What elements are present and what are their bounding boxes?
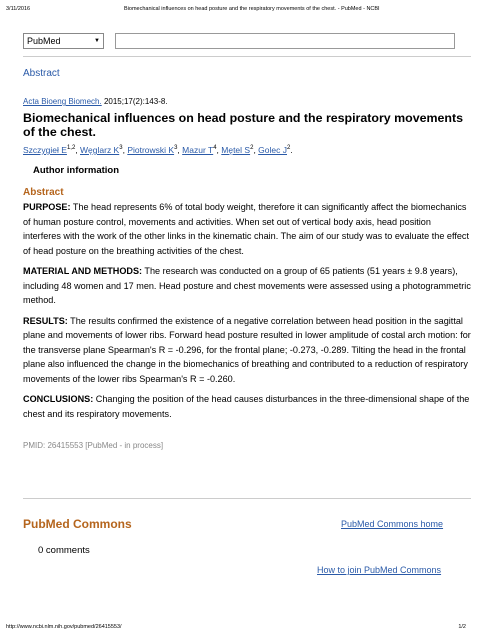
database-select-value: PubMed [27,36,61,46]
abstract-section [23,200,471,258]
abstract-section [23,314,471,387]
author-link[interactable]: Szczygieł E [23,145,67,155]
author-affiliation: 3 [119,145,123,152]
divider [23,56,471,57]
author-affiliation: 4 [213,145,217,152]
print-footer [6,624,488,634]
author-affiliation: 1,2 [66,145,76,152]
journal-link[interactable]: Acta Bioeng Biomech. [23,97,102,106]
abstract-section [23,392,471,421]
author-link[interactable]: Golec J [258,145,287,155]
author-affiliation: 3 [174,145,178,152]
author-information-label: Author information [33,165,120,176]
author-link[interactable]: Mętel S [221,145,251,155]
abstract-text [23,200,471,427]
database-select[interactable] [23,33,104,49]
citation-details: 2015;17(2):143-8. [101,97,168,106]
article-title: Biomechanical influences on head posture and the respiratory movements of the chest. [23,111,463,139]
pmid-line: PMID: 26415553 [PubMed - in process] [23,441,164,450]
abstract-section-text: Changing the position of the head causes disturbances in the three-dimensional shape of the chest and its respiratory movements. [23,394,470,419]
abstract-section-text: The results confirmed the existence of a negative correlation between head position in the sagittal plane and movements of lower ribs. Forward head posture resulted in lower amplitude of costal arch motion: for the transverse plane Spearman's R = -0.296, for the frontal plane; -0.273, -0.289. Tilting the head in the frontal plane also influenced the change in the biomechanics of breathing and contributed to a reduction of respiratory movements of the lower ribs Spearman's R = -0.260. [23,315,471,384]
abstract-section-label: PURPOSE: [23,202,71,212]
search-input[interactable] [115,33,455,49]
commons-title: PubMed Commons [23,517,132,531]
abstract-heading: Abstract [23,187,64,198]
abstract-section [23,264,471,308]
search-bar [23,33,463,51]
commons-home-link[interactable]: PubMed Commons home [341,519,444,529]
abstract-section-label: RESULTS: [23,315,68,326]
print-url: http://www.ncbi.nlm.nih.gov/pubmed/26415553/ [6,624,122,630]
divider [23,498,471,499]
citation [23,97,168,106]
print-date: 3/11/2016 [6,6,31,12]
author-link[interactable]: Mazur T [182,145,214,155]
print-page-title: Biomechanical influences on head posture and the respiratory movements of the chest. - PubMed - NCBI [124,6,380,12]
abstract-section-text: The head represents 6% of total body weight, therefore it can significantly affect the biomechanics of human posture control, movements and activities. When set out of vertical body axis, head position interferes with the work of the other links in the kinematic chain. The aim of our study was to evaluate the effect of head posture on the breathing activities of the chest. [23,202,469,256]
print-header [6,6,488,16]
join-commons-link[interactable]: How to join PubMed Commons [317,565,442,575]
print-page-number: 1/2 [458,624,466,630]
author-link[interactable]: Węglarz K [80,145,120,155]
author-list: Szczygieł E$^{1,2}$, Węglarz $K^3$, Piotrowski $K^3$, Mazur $T^4$, Mętel $S^2$, Golec $J^2$. [23,145,293,155]
comments-count: 0 comments [38,545,90,556]
abstract-section-text: The research was conducted on a group of 65 patients (51 years ± 9.8 years), including 48 women and 17 men. Head posture and chest movements were assessed using a photogrammetric method. [23,266,471,305]
author-link[interactable]: Piotrowski K [127,145,175,155]
chevron-down-icon: ▼ [94,38,100,44]
format-abstract-link[interactable]: Abstract [23,68,60,79]
abstract-section-label: MATERIAL AND METHODS: [23,266,143,276]
abstract-section-label: CONCLUSIONS: [23,394,94,404]
author-affiliation: 2 [287,145,291,152]
author-affiliation: 2 [250,145,254,152]
author-information-toggle[interactable] [23,165,119,176]
